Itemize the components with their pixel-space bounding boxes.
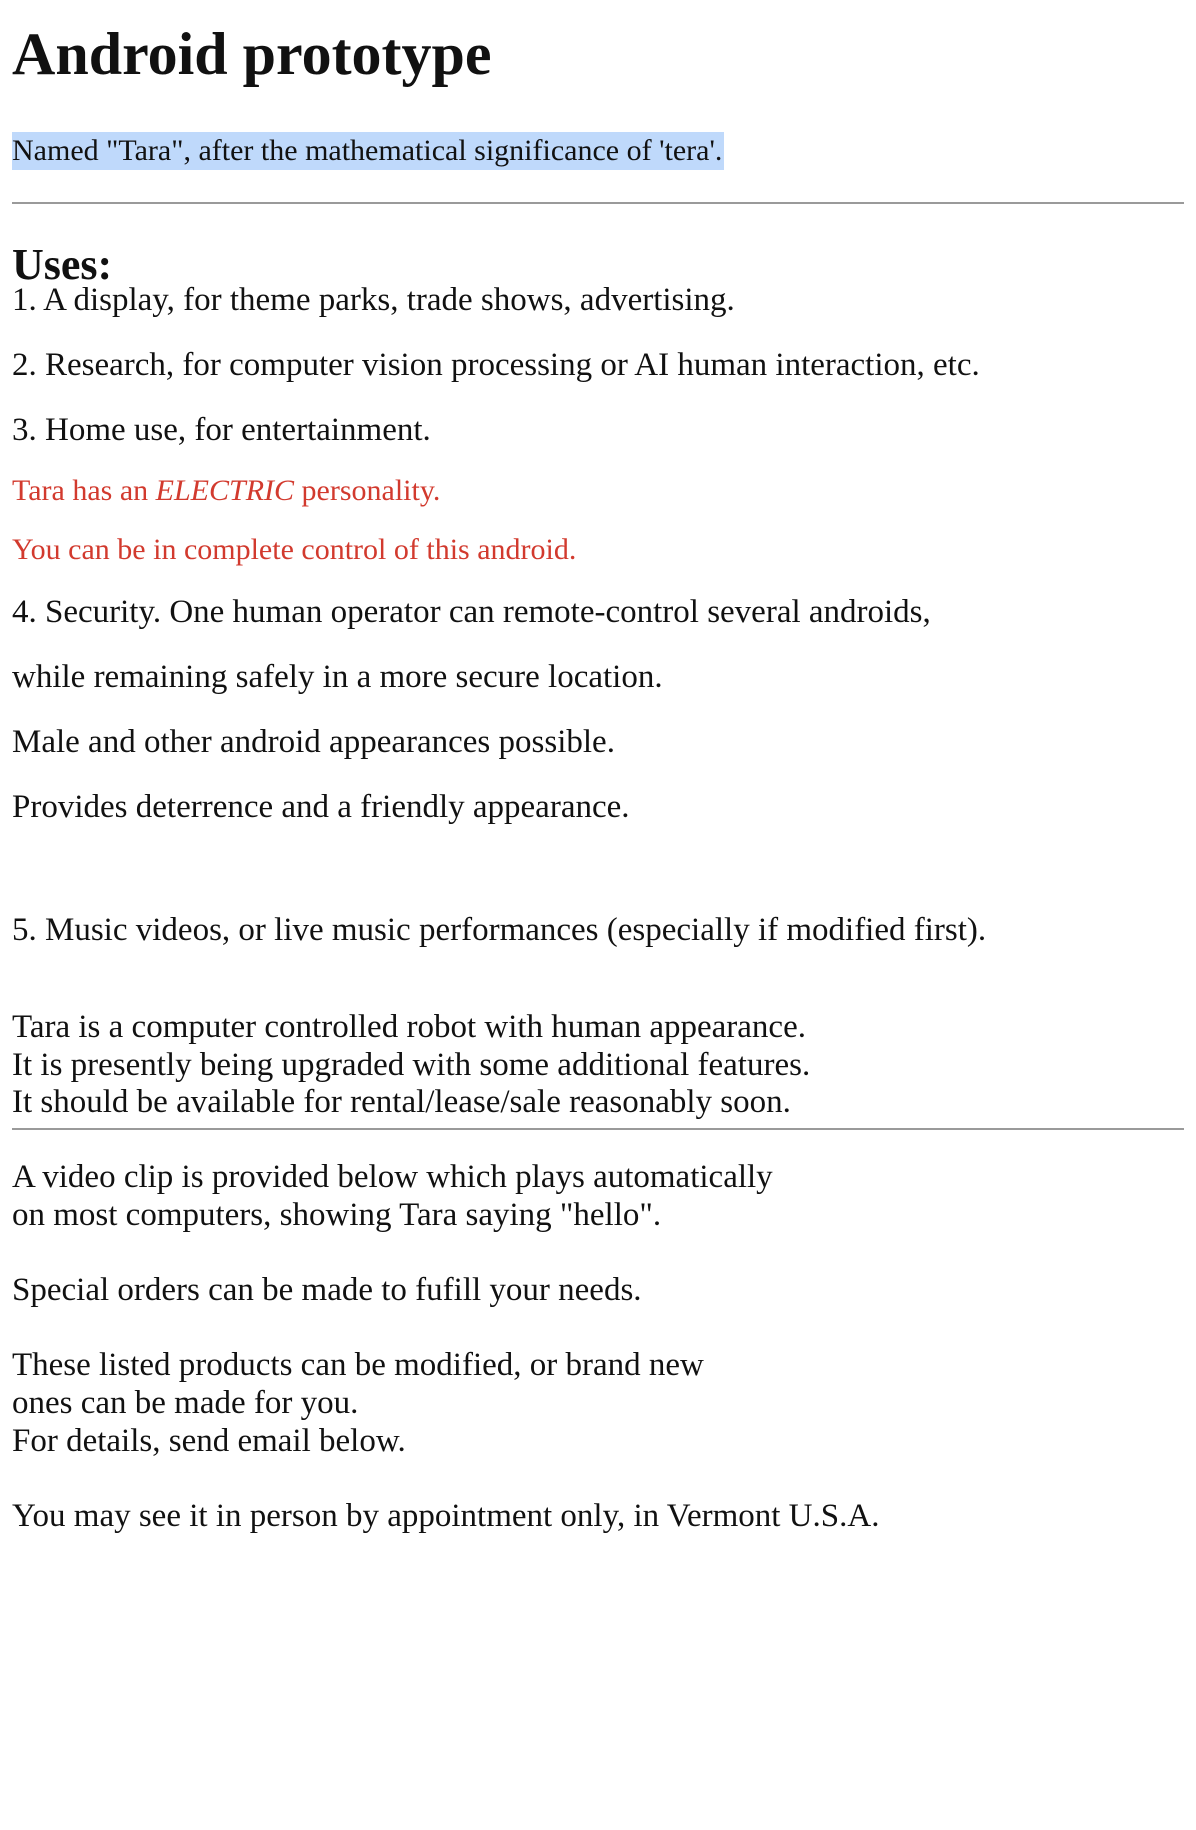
description-p2-line-1: A video clip is provided below which plays automatically [12,1159,773,1195]
description-p1-line-3: It should be available for rental/lease/sale reasonably soon. [12,1084,791,1120]
use-item-4-line-3: Male and other android appearances possible. [12,724,615,760]
uses-heading: Uses: [12,240,113,289]
description-p1-line-2: It is presently being upgraded with some additional features. [12,1047,811,1083]
use-item-4-line-2: while remaining safely in a more secure location. [12,659,663,695]
use-item-1: 1. A display, for theme parks, trade shows, advertising. [12,282,735,318]
electric-note-emphasis: ELECTRIC [155,474,295,507]
description-p1-line-1: Tara is a computer controlled robot with human appearance. [12,1009,806,1045]
description-p4-line-3: For details, send email below. [12,1423,406,1459]
use-item-5: 5. Music videos, or live music performances (especially if modified first). [12,912,987,948]
use-item-3: 3. Home use, for entertainment. [12,412,431,448]
control-note: You can be in complete control of this android. [12,533,577,566]
use-item-2: 2. Research, for computer vision processing or AI human interaction, etc. [12,347,980,383]
description-p4-line-2: ones can be made for you. [12,1385,359,1421]
use-item-4-line-1: 4. Security. One human operator can remote-control several androids, [12,594,931,630]
description-p3-line-1: Special orders can be made to fufill your needs. [12,1272,642,1308]
description-p5-line-1: You may see it in person by appointment only, in Vermont U.S.A. [12,1498,880,1534]
divider-top [12,202,1184,204]
description-p4-line-1: These listed products can be modified, or brand new [12,1347,704,1383]
description-p2-line-2: on most computers, showing Tara saying "hello". [12,1197,662,1233]
electric-note-suffix: personality. [294,474,441,507]
page-title: Android prototype [12,21,492,87]
electric-note-prefix: Tara has an [12,474,156,507]
use-item-4-line-4: Provides deterrence and a friendly appearance. [12,789,630,825]
electric-personality-note [12,471,440,511]
page-subtitle: Named "Tara", after the mathematical significance of 'tera'. [12,132,724,170]
divider-bottom [12,1128,1184,1130]
